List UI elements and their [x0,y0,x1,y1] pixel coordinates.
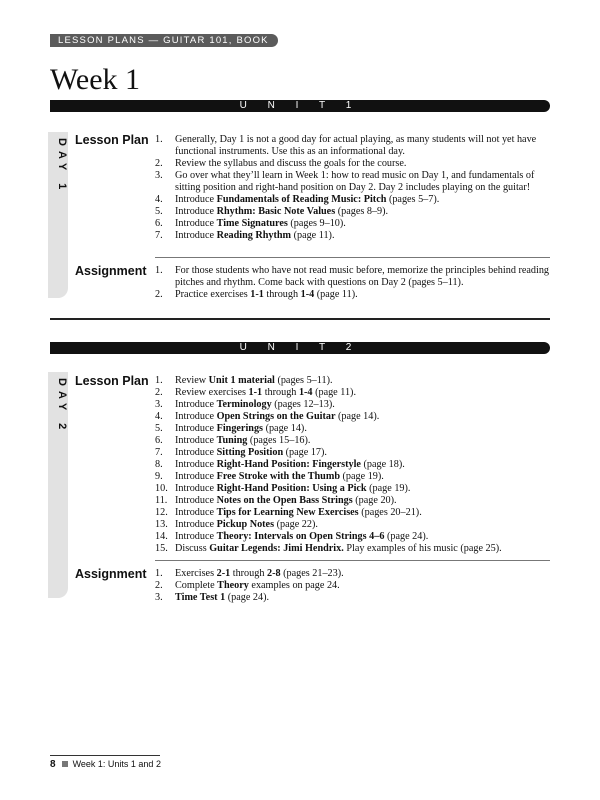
page-number: 8 [50,759,56,770]
item-number: 2. [155,580,163,591]
unit-1-lesson-plan-label: Lesson Plan [75,133,149,147]
item-text: Introduce Rhythm: Basic Note Values (pages 8–9). [175,206,389,217]
divider [155,560,550,561]
list-item [155,411,550,423]
item-text: Introduce Theory: Intervals on Open Strings 4–6 (page 24). [175,531,429,542]
running-header: LESSON PLANS — GUITAR 101, BOOK 1 [50,34,278,47]
item-number: 3. [155,399,163,410]
list-item [155,230,550,242]
unit-1-lesson-plan-list [155,134,550,242]
item-number: 12. [155,507,168,518]
item-text: Introduce Fundamentals of Reading Music: Pitch (pages 5–7). [175,194,440,205]
item-text: Introduce Free Stroke with the Thumb (page 19). [175,471,384,482]
item-text: Exercises 2-1 through 2-8 (pages 21–23). [175,568,344,579]
list-item [155,134,550,158]
item-number: 14. [155,531,168,542]
item-text: Introduce Right-Hand Position: Using a Pick (page 19). [175,483,411,494]
list-item [155,592,550,604]
item-text: For those students who have not read music before, memorize the principles behind reading pitches and rhythm. Come back with questions on Day 2 (pages 5–11). [175,265,550,288]
day-2-tab [48,372,68,598]
list-item [155,206,550,218]
item-text: Introduce Sitting Position (page 17). [175,447,327,458]
list-item [155,265,550,289]
square-bullet-icon [62,761,68,767]
footer-section-label: Week 1: Units 1 and 2 [72,759,161,769]
list-item [155,531,550,543]
item-number: 11. [155,495,168,506]
item-number: 3. [155,170,163,181]
unit-2-assignment-label: Assignment [75,567,147,581]
item-number: 9. [155,471,163,482]
item-text: Introduce Time Signatures (pages 9–10). [175,218,346,229]
list-item [155,375,550,387]
item-text: Introduce Open Strings on the Guitar (page 14). [175,411,380,422]
day-2-label: DAY 2 [56,378,68,435]
list-item [155,580,550,592]
item-text: Time Test 1 (page 24). [175,592,270,603]
list-item [155,435,550,447]
item-number: 5. [155,423,163,434]
list-item [155,170,550,194]
item-number: 6. [155,218,163,229]
list-item [155,568,550,580]
list-item [155,471,550,483]
item-text: Introduce Pickup Notes (page 22). [175,519,318,530]
item-number: 2. [155,289,163,300]
list-item [155,218,550,230]
item-text: Discuss Guitar Legends: Jimi Hendrix. Play examples of his music (page 25). [175,543,502,554]
item-text: Review Unit 1 material (pages 5–11). [175,375,333,386]
item-text: Introduce Tips for Learning New Exercises (pages 20–21). [175,507,422,518]
item-text: Practice exercises 1-1 through 1-4 (page 11). [175,289,358,300]
unit-1-assignment-label: Assignment [75,264,147,278]
unit-2-assignment-list [155,568,550,604]
item-number: 8. [155,459,163,470]
list-item [155,423,550,435]
item-number: 15. [155,543,168,554]
list-item [155,507,550,519]
item-text: Review the syllabus and discuss the goals for the course. [175,158,407,169]
item-number: 1. [155,568,163,579]
list-item [155,158,550,170]
item-text: Generally, Day 1 is not a good day for actual playing, as many students will not yet have functional instruments. Use this as an informational day. [175,134,537,157]
item-text: Introduce Notes on the Open Bass Strings (page 20). [175,495,397,506]
unit-1-bar: U N I T 1 [50,100,550,112]
item-number: 4. [155,194,163,205]
unit-1-assignment-list [155,265,550,301]
item-number: 7. [155,230,163,241]
item-text: Go over what they’ll learn in Week 1: how to read music on Day 1, and fundamentals of sitting position and right-hand position on Day 2. Day 2 includes playing on the guitar! [175,170,535,193]
unit-2-lesson-plan-label: Lesson Plan [75,374,149,388]
list-item [155,519,550,531]
page-footer [50,759,161,770]
item-number: 7. [155,447,163,458]
divider [155,257,550,258]
day-1-tab [48,132,68,298]
item-text: Review exercises 1-1 through 1-4 (page 11). [175,387,356,398]
list-item [155,459,550,471]
list-item [155,387,550,399]
item-text: Introduce Fingerings (page 14). [175,423,307,434]
list-item [155,194,550,206]
item-number: 1. [155,375,163,386]
item-number: 3. [155,592,163,603]
item-text: Complete Theory examples on page 24. [175,580,340,591]
item-number: 6. [155,435,163,446]
item-text: Introduce Tuning (pages 15–16). [175,435,311,446]
item-number: 2. [155,387,163,398]
unit-2-lesson-plan-list [155,375,550,555]
list-item [155,289,550,301]
list-item [155,543,550,555]
page-title: Week 1 [50,63,141,96]
footer-rule [50,755,160,756]
item-text: Introduce Right-Hand Position: Fingerstyle (page 18). [175,459,405,470]
list-item [155,447,550,459]
item-text: Introduce Terminology (pages 12–13). [175,399,335,410]
list-item [155,483,550,495]
item-number: 4. [155,411,163,422]
unit-2-bar: U N I T 2 [50,342,550,354]
item-number: 1. [155,265,163,276]
list-item [155,495,550,507]
item-number: 2. [155,158,163,169]
item-number: 1. [155,134,163,145]
item-text: Introduce Reading Rhythm (page 11). [175,230,335,241]
list-item [155,399,550,411]
day-1-label: DAY 1 [56,138,68,195]
section-divider [50,318,550,320]
item-number: 5. [155,206,163,217]
item-number: 10. [155,483,168,494]
item-number: 13. [155,519,168,530]
